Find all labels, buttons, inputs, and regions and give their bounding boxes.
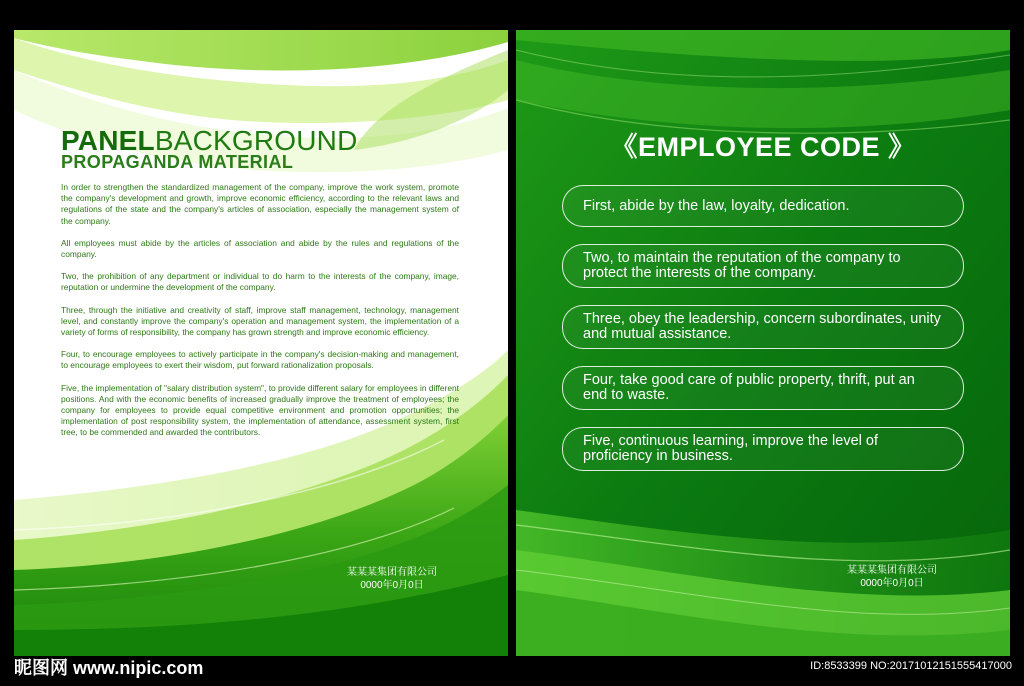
rule-item-4 (562, 366, 964, 410)
image-id-watermark: ID:8533399 NO:20171012151555417000 (810, 660, 1012, 672)
paragraph-one: All employees must abide by the articles of association and abide by the rules and regulations of the company. (61, 237, 459, 260)
employee-code-title: 《EMPLOYEE CODE 》 (610, 132, 916, 162)
rule-text-4: Four, take good care of public property, thrift, put an end to waste. (583, 372, 915, 403)
right-company-name: 某某某集团有限公司 (847, 565, 937, 576)
panel-title-bold: PANEL (61, 125, 155, 156)
left-company-name: 某某某集团有限公司 (347, 567, 437, 578)
rule-item-5 (562, 427, 964, 471)
left-date: 0000年0月0日 (360, 580, 424, 591)
paragraph-five: Five, the implementation of "salary distribution system", to provide different salary for employees in different positions. And with the economic benefits of increased gradually improve the treatment of employees; the company for employees to provide equal competitive environment and promotion opportunities; the implementation of post responsibility system, the implementation of attendance, assessment system, first tree, to be commended and awarded the contributors. (61, 382, 459, 438)
right-brochure-panel (516, 30, 1010, 656)
rule-item-2 (562, 244, 964, 288)
left-brochure-panel (14, 30, 508, 656)
rule-item-3 (562, 305, 964, 349)
rule-text-1: First, abide by the law, loyalty, dedication. (583, 197, 850, 214)
body-text (61, 182, 459, 450)
paragraph-three: Three, through the initiative and creativity of staff, improve staff management, technology, management level, and constantly improve the company's operation and management system, the implementation of a variety of forms of responsibility, the company has grown strength and improve economic efficiency. (61, 304, 459, 338)
panel-title-rest: BACKGROUND (154, 125, 358, 156)
paragraph-intro: In order to strengthen the standardized management of the company, improve the work system, promote the company's development and growth, improve economic efficiency, according to the relevant laws and regulations of the state and the company's articles of association, especially the management system of the company. (61, 182, 459, 226)
panel-subtitle: PROPAGANDA MATERIAL (61, 152, 294, 172)
paragraph-two: Two, the prohibition of any department or individual to do harm to the interests of the company, image, reputation or undermine the development of the company. (61, 271, 459, 293)
left-footer (322, 566, 462, 592)
rule-text-5: Five, continuous learning, improve the level of proficiency in business. (583, 433, 878, 464)
nipic-watermark-logo: 昵图网 www.nipic.com (14, 658, 204, 678)
rule-text-2: Two, to maintain the reputation of the company to protect the interests of the company. (583, 250, 901, 281)
rule-text-3: Three, obey the leadership, concern subordinates, unity and mutual assistance. (583, 311, 941, 342)
paragraph-four: Four, to encourage employees to actively participate in the company's decision-making and management, to encourage employees to exert their wisdom, put forward rationalization proposals. (61, 349, 459, 371)
rule-item-1 (562, 185, 964, 227)
right-date: 0000年0月0日 (860, 578, 924, 589)
right-footer (822, 564, 962, 590)
